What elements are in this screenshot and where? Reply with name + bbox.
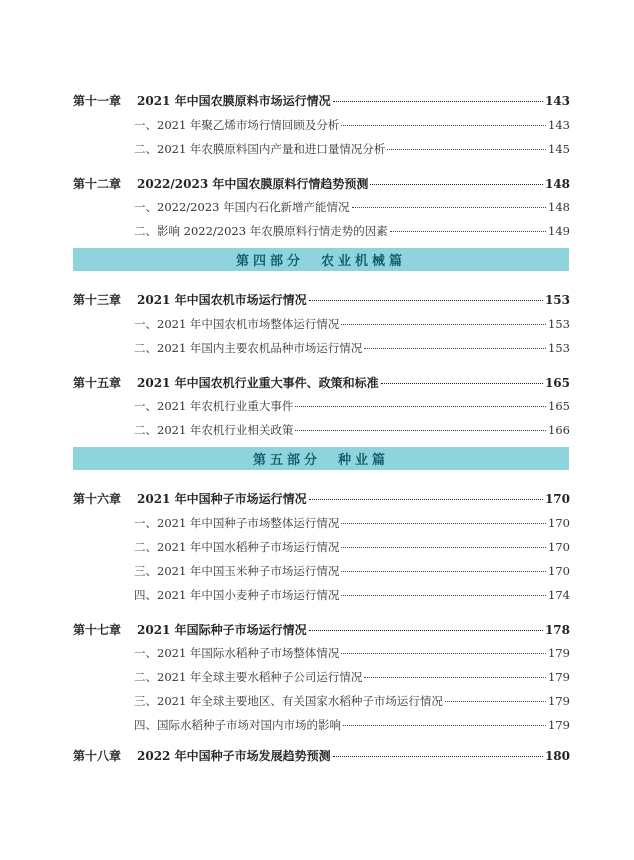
chapter-number: 第十五章 (73, 376, 122, 390)
chapter-number: 第十一章 (73, 94, 122, 108)
page-number: 153 (548, 341, 570, 355)
dot-leader (341, 571, 546, 572)
section-title: 二、影响 2022/2023 年农膜原料行情走势的因素 (134, 224, 388, 238)
toc-section-entry[interactable] (0, 511, 634, 535)
toc-chapter-entry[interactable] (0, 171, 634, 195)
toc-section-entry[interactable] (0, 689, 634, 713)
section-title: 一、2022/2023 年国内石化新增产能情况 (134, 200, 350, 214)
dot-leader (341, 547, 546, 548)
chapter-number: 第十二章 (73, 177, 122, 191)
page-number: 170 (548, 540, 570, 554)
section-title: 四、2021 年中国小麦种子市场运行情况 (134, 588, 340, 602)
page-number: 179 (548, 646, 570, 660)
toc-chapter-entry[interactable] (0, 486, 634, 510)
page-number: 153 (544, 293, 570, 307)
dot-leader (381, 383, 543, 384)
toc-section-entry[interactable] (0, 336, 634, 360)
section-title: 二、2021 年农膜原料国内产量和进口量情况分析 (134, 142, 386, 156)
section-title: 四、国际水稻种子市场对国内市场的影响 (134, 718, 341, 732)
section-title: 三、2021 年全球主要地区、有关国家水稻种子市场运行情况 (134, 694, 443, 708)
toc-section-entry[interactable] (0, 665, 634, 689)
toc-section-entry[interactable] (0, 219, 634, 243)
page-number: 148 (544, 177, 570, 191)
dot-leader (390, 231, 546, 232)
page-number: 170 (548, 516, 570, 530)
chapter-title: 2021 年中国农机行业重大事件、政策和标准 (137, 376, 379, 390)
dot-leader (341, 653, 546, 654)
toc-section-entry[interactable] (0, 641, 634, 665)
toc-section-entry[interactable] (0, 394, 634, 418)
chapter-title: 2021 年国际种子市场运行情况 (137, 623, 307, 637)
section-title: 二、2021 年中国水稻种子市场运行情况 (134, 540, 340, 554)
chapter-number: 第十三章 (73, 293, 122, 307)
chapter-title: 2021 年中国农机市场运行情况 (137, 293, 307, 307)
page-number: 178 (544, 623, 570, 637)
chapter-title: 2022/2023 年中国农膜原料行情趋势预测 (137, 177, 369, 191)
page-number: 143 (548, 118, 570, 132)
page-number: 166 (548, 423, 570, 437)
toc-chapter-entry[interactable] (0, 743, 634, 767)
section-title: 一、2021 年农机行业重大事件 (134, 399, 294, 413)
section-title: 二、2021 年农机行业相关政策 (134, 423, 294, 437)
chapter-number: 第十六章 (73, 492, 122, 506)
section-title: 二、2021 年国内主要农机品种市场运行情况 (134, 341, 363, 355)
page-number: 148 (548, 200, 570, 214)
part-heading: 第四部分 农业机械篇 (73, 248, 569, 271)
dot-leader (295, 430, 546, 431)
toc-chapter-entry[interactable] (0, 617, 634, 641)
dot-leader (370, 184, 543, 185)
dot-leader (309, 499, 543, 500)
toc-chapter-entry[interactable] (0, 287, 634, 311)
toc-section-entry[interactable] (0, 535, 634, 559)
dot-leader (341, 125, 546, 126)
toc-section-entry[interactable] (0, 583, 634, 607)
dot-leader (364, 677, 546, 678)
toc-chapter-entry[interactable] (0, 370, 634, 394)
toc-section-entry[interactable] (0, 113, 634, 137)
dot-leader (341, 595, 546, 596)
dot-leader (343, 725, 546, 726)
page-number: 179 (548, 694, 570, 708)
page-number: 179 (548, 670, 570, 684)
dot-leader (341, 324, 546, 325)
section-title: 一、2021 年国际水稻种子市场整体情况 (134, 646, 340, 660)
dot-leader (445, 701, 546, 702)
section-title: 二、2021 年全球主要水稻种子公司运行情况 (134, 670, 363, 684)
section-title: 三、2021 年中国玉米种子市场运行情况 (134, 564, 340, 578)
page-number: 170 (548, 564, 570, 578)
chapter-title: 2021 年中国农膜原料市场运行情况 (137, 94, 331, 108)
dot-leader (352, 207, 546, 208)
page-number: 180 (544, 749, 570, 763)
page-number: 149 (548, 224, 570, 238)
dot-leader (333, 756, 543, 757)
part-heading: 第五部分 种业篇 (73, 447, 569, 470)
toc-section-entry[interactable] (0, 137, 634, 161)
toc-section-entry[interactable] (0, 713, 634, 737)
section-title: 一、2021 年中国农机市场整体运行情况 (134, 317, 340, 331)
toc-section-entry[interactable] (0, 418, 634, 442)
page-number: 165 (544, 376, 570, 390)
toc-section-entry[interactable] (0, 559, 634, 583)
chapter-title: 2022 年中国种子市场发展趋势预测 (137, 749, 331, 763)
page-number: 153 (548, 317, 570, 331)
dot-leader (333, 101, 543, 102)
page-number: 179 (548, 718, 570, 732)
chapter-number: 第十八章 (73, 749, 122, 763)
page-number: 165 (548, 399, 570, 413)
toc-chapter-entry[interactable] (0, 88, 634, 112)
section-title: 一、2021 年聚乙烯市场行情回顾及分析 (134, 118, 340, 132)
toc-section-entry[interactable] (0, 195, 634, 219)
toc-section-entry[interactable] (0, 312, 634, 336)
dot-leader (364, 348, 546, 349)
dot-leader (309, 300, 543, 301)
page-number: 143 (544, 94, 570, 108)
chapter-title: 2021 年中国种子市场运行情况 (137, 492, 307, 506)
section-title: 一、2021 年中国种子市场整体运行情况 (134, 516, 340, 530)
dot-leader (295, 406, 546, 407)
dot-leader (387, 149, 546, 150)
dot-leader (309, 630, 543, 631)
page-number: 170 (544, 492, 570, 506)
page-number: 145 (548, 142, 570, 156)
page-number: 174 (548, 588, 570, 602)
dot-leader (341, 523, 546, 524)
chapter-number: 第十七章 (73, 623, 122, 637)
